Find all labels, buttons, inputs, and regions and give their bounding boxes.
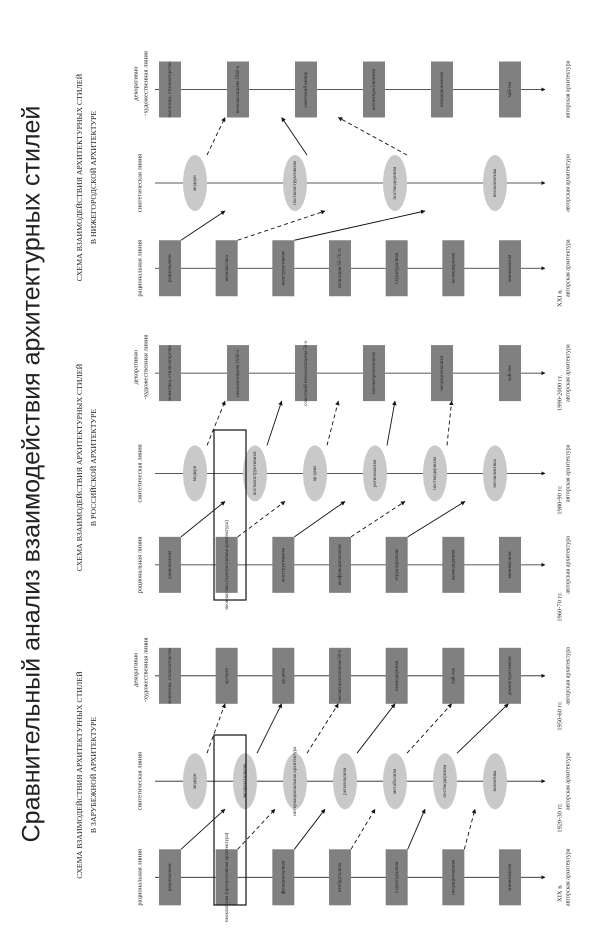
footer-label: авторская архитектура <box>565 752 572 810</box>
column-header-decorative: декоративно <box>132 66 140 101</box>
style-oval-label: метаболизм <box>393 768 399 794</box>
style-box-label: неомодернизм <box>394 660 400 692</box>
panel-3 <box>75 51 572 297</box>
style-box-label: рационализм <box>168 254 174 283</box>
column-header-rational: рациональная линия <box>136 536 144 594</box>
style-box-label: неоклассицизм 1930-х <box>236 65 242 114</box>
connector-arrow <box>351 501 405 536</box>
column-header-decorative-2: -художественная линия <box>142 334 150 400</box>
period-label: 1920-30 гг. <box>556 803 564 833</box>
panel-1 <box>75 637 572 921</box>
connector-arrow <box>257 704 282 753</box>
style-box-label: конструктивизм <box>281 251 287 286</box>
style-box-label: структурализм <box>394 549 400 581</box>
connector-arrow <box>464 809 475 849</box>
connector-arrow <box>294 809 325 849</box>
style-box-label: структурализм <box>394 252 400 284</box>
style-box-label: неорационализм <box>451 859 457 895</box>
style-oval-label: модерн <box>193 465 199 482</box>
period-label: 1980-90 гг. <box>556 485 564 515</box>
style-box-label: минимализм <box>508 863 514 891</box>
style-box-label: неоклассика <box>224 255 230 282</box>
style-oval-label: неоэклектика <box>493 459 499 488</box>
period-label: 1950-60 гг. <box>556 701 564 731</box>
style-box-label: неоклассицизм 1930-х <box>236 349 242 397</box>
column-header-decorative: декоративно <box>132 349 140 385</box>
page-title-text: Сравнительный анализ взаимодействия архитектурных стилей <box>17 105 46 843</box>
style-box-label: неоэкспрессионизм <box>372 68 378 111</box>
period-label: XXI в. <box>556 289 564 307</box>
column-header-decorative-2: -художественная линия <box>142 637 150 703</box>
period-label: XIX в. <box>556 884 564 902</box>
style-box-label: неорационализм <box>440 355 446 391</box>
panel-title: СХЕМА ВЗАИМОДЕЙСТВИЯ АРХИТЕКТУРНЫХ СТИЛЕЙ <box>74 363 84 572</box>
column-header-decorative: декоративно <box>132 652 140 687</box>
panel-subtitle: В РОССИЙСКОЙ АРХИТЕКТУРЕ <box>88 408 98 527</box>
style-box-label: эклектика, стилизаторство <box>168 647 174 704</box>
style-oval-label: модерн <box>193 175 199 191</box>
connector-arrow <box>387 401 395 445</box>
style-box-label: хай-тек <box>508 81 514 98</box>
style-box-label: конструктивизм <box>281 547 287 582</box>
style-box-label: неоклассика (прогрессивная архитектура) <box>224 520 230 610</box>
style-oval-label: постмодернизм <box>433 456 439 490</box>
style-oval-label: постмодернизм <box>393 166 399 200</box>
style-box-label: неоэкспрессионизм <box>372 352 378 394</box>
connector-arrow <box>408 501 465 536</box>
connector-arrow <box>238 809 275 849</box>
style-oval-label: постмодернизм <box>443 764 449 798</box>
style-box-label: функционализм <box>281 860 287 895</box>
style-oval-label: регионализм <box>343 767 349 795</box>
connector-arrow <box>447 401 452 445</box>
style-box-label: эклектика, стилизаторство <box>168 61 174 118</box>
style-box-label: эклектика, стилизаторство <box>168 344 174 402</box>
style-box-label: советский ампир <box>304 71 310 108</box>
panel-title: СХЕМА ВЗАИМОДЕЙСТВИЯ АРХИТЕКТУРНЫХ СТИЛЕЙ <box>74 73 84 282</box>
style-oval-label: ар-деко <box>313 465 319 482</box>
connector-arrow <box>351 809 375 849</box>
panel-title: СХЕМА ВЗАИМОДЕЙСТВИЯ АРХИТЕКТУРНЫХ СТИЛЕЙ <box>74 671 84 879</box>
connector-arrow <box>238 501 285 536</box>
style-oval-label: экспрессионизм <box>243 764 249 799</box>
footer-label: авторская архитектура <box>565 60 572 119</box>
style-box-label: неомодернизм <box>451 252 457 284</box>
style-box-label: неомодернизм <box>451 549 457 581</box>
style-oval-label: эклектика <box>493 770 499 792</box>
column-header-synthetic: синтетическая линия <box>136 752 144 811</box>
style-oval-label: модерн <box>193 773 199 789</box>
period-label: 1960-70 гг. <box>556 592 564 622</box>
footer-label: авторская архитектура <box>565 154 572 212</box>
style-oval-label: регионализм <box>373 459 379 487</box>
style-box-label: неоклассика (прогрессивная архитектура) <box>224 832 230 922</box>
style-oval-label: постконструктивизм <box>253 451 259 496</box>
style-box-label: рационализм <box>168 863 174 892</box>
style-box-label: необрутализм <box>338 862 344 893</box>
connector-arrow <box>327 401 338 445</box>
connector-arrow <box>307 704 338 753</box>
connector-arrow <box>407 704 452 753</box>
panel-subtitle: В ЗАРУБЕЖНОЙ АРХИТЕКТУРЕ <box>88 716 98 834</box>
connector-arrow <box>294 211 425 240</box>
connector-arrow <box>357 704 395 753</box>
footer-label: авторская архитектура <box>565 444 572 503</box>
style-oval-label: интернациональная архитектура <box>293 746 299 816</box>
footer-label: авторская архитектура <box>565 536 572 594</box>
connector-arrow <box>181 809 225 849</box>
column-header-synthetic: синтетическая линия <box>136 444 144 503</box>
style-box-label: минимализм <box>508 254 514 282</box>
style-oval-label: неоэклектика <box>493 168 499 198</box>
style-box-label: неорационализм <box>440 71 446 108</box>
connector-arrow <box>207 401 225 445</box>
connector-arrow <box>207 704 225 753</box>
panel-2 <box>75 335 572 610</box>
style-box-label: хай-тек <box>508 365 514 382</box>
style-box-label: типизация 50-70 гг. <box>338 247 344 289</box>
style-box-label: рационализм <box>168 550 174 579</box>
style-box-label: структурализм <box>394 861 400 893</box>
column-header-rational: рациональная линия <box>136 239 144 297</box>
footer-label: авторская архитектура <box>565 344 572 402</box>
footer-label: авторская архитектура <box>565 239 572 298</box>
connector-arrow <box>181 501 225 536</box>
style-box-label: неоэкспрессионизм 50-х <box>338 649 344 702</box>
footer-label: авторская архитектура <box>565 848 572 907</box>
style-box-label: неофункционализм <box>338 544 344 586</box>
period-label: 1990-2000 гг. <box>556 374 564 412</box>
connector-arrow <box>408 809 425 849</box>
connector-arrow <box>294 501 345 536</box>
connector-arrow <box>267 401 282 445</box>
column-header-synthetic: синтетическая линия <box>136 153 144 213</box>
style-box-label: ар-деко <box>281 667 287 684</box>
column-header-rational: рациональная линия <box>136 848 144 906</box>
connector-arrow <box>207 118 225 156</box>
panel-subtitle: В НИЖЕГОРОДСКОЙ АРХИТЕКТУРЕ <box>88 110 98 245</box>
style-box-label: хай-тек <box>451 667 457 684</box>
connector-arrow <box>181 211 225 240</box>
footer-label: авторская архитектура <box>565 647 572 705</box>
style-oval-label: постконструктивизм <box>293 161 299 205</box>
style-box-label: минимализм <box>508 551 514 579</box>
style-box-label: советский неоклассицизм 50-х <box>304 340 310 406</box>
connector-arrow <box>457 704 508 753</box>
style-box-label: деконструктивизм <box>508 656 514 696</box>
connector-arrow <box>338 118 407 156</box>
style-box-label: ар-нуво <box>224 667 230 684</box>
connector-arrow <box>282 118 307 156</box>
column-header-decorative-2: -художественная линия <box>142 51 150 116</box>
